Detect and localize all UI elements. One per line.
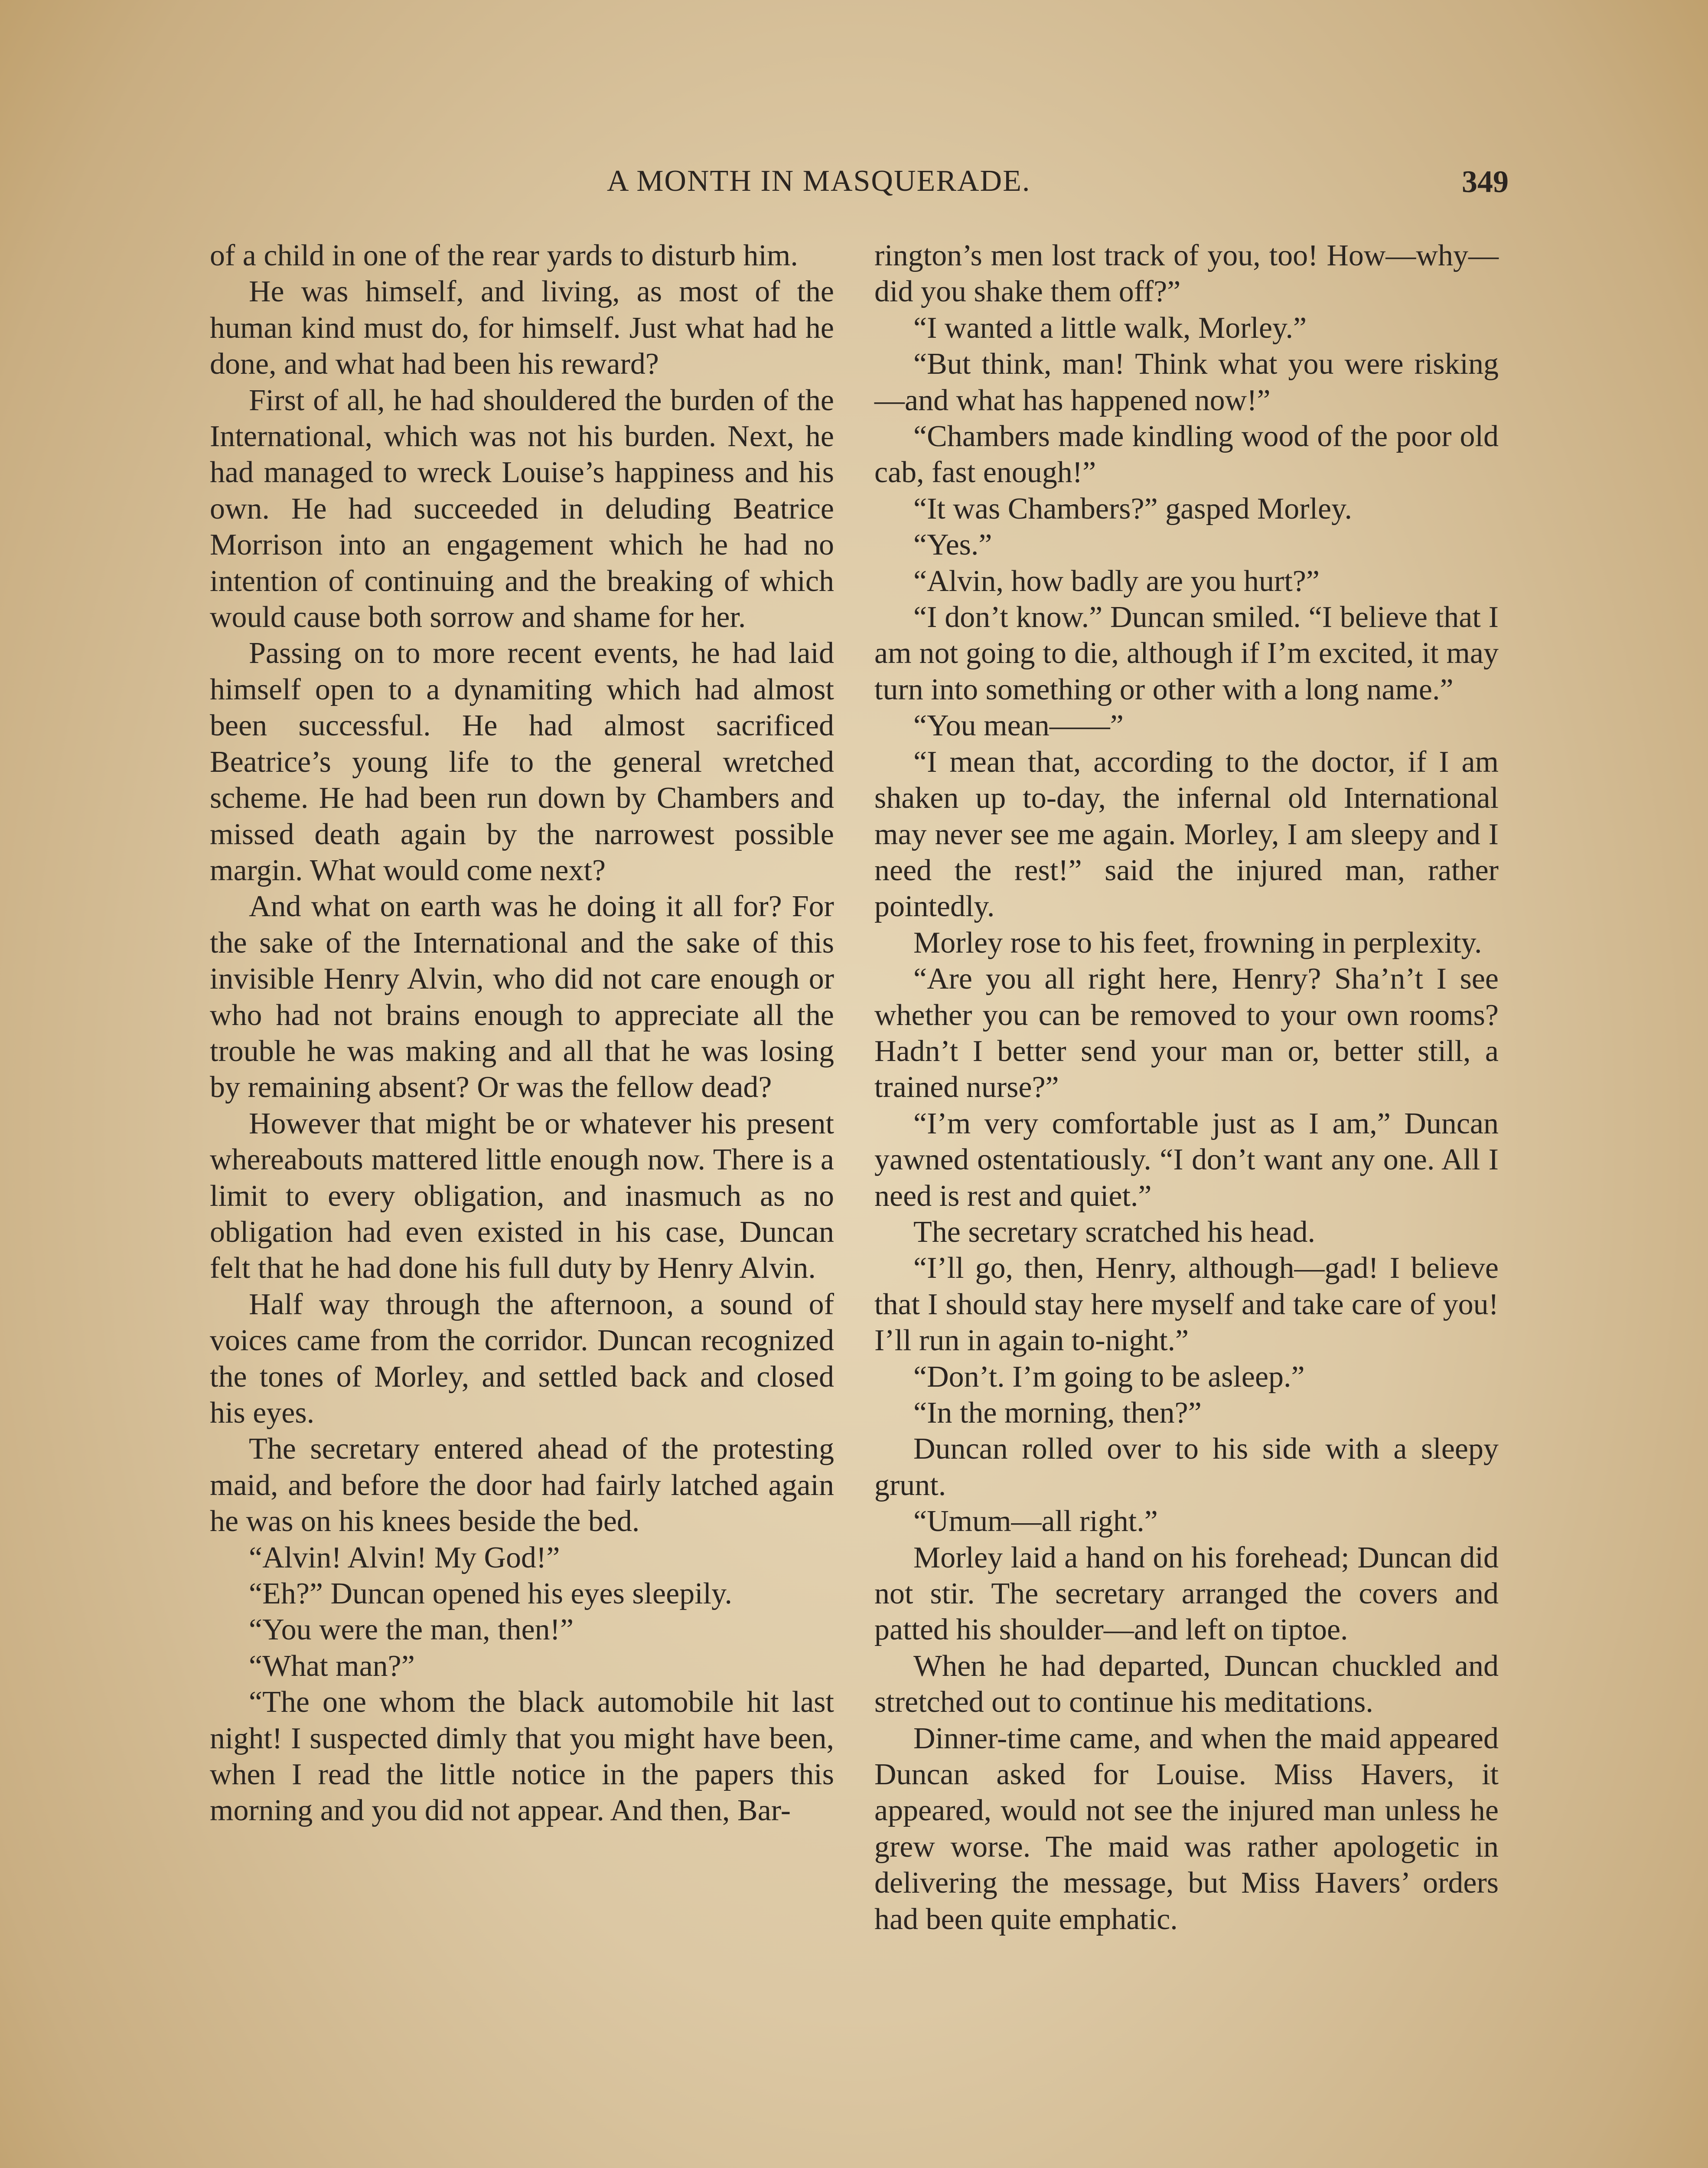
page-number: 349 <box>1462 164 1509 199</box>
paragraph: “The one whom the black automobile hit last night! I suspected dimly that you might have been, when I read the little notice in the papers this morning and you did not appear. And then, Bar- <box>210 1685 834 1828</box>
paragraph: Half way through the afternoon, a sound of voices came from the corridor. Duncan recognized the tones of Morley, and settled back and closed his eyes. <box>210 1287 834 1430</box>
paragraph: “I wanted a little walk, Morley.” <box>913 311 1307 345</box>
paragraph: rington’s men lost track of you, too! How—why—did you shake them off?” <box>874 239 1499 309</box>
paragraph: “But think, man! Think what you were risking—and what has happened now!” <box>874 347 1499 417</box>
paragraph: “Are you all right here, Henry? Sha’n’t I see whether you can be removed to your own rooms? Hadn’t I better send your man or, better still, a trained nurse?” <box>874 962 1499 1104</box>
paragraph: “Don’t. I’m going to be asleep.” <box>913 1360 1305 1394</box>
paragraph: Morley laid a hand on his forehead; Duncan did not stir. The secretary arranged the covers and patted his shoulder—and left on tiptoe. <box>874 1541 1499 1647</box>
paragraph: of a child in one of the rear yards to disturb him. <box>210 239 798 272</box>
paragraph: “You were the man, then!” <box>249 1613 574 1647</box>
paragraph: When he had departed, Duncan chuckled and stretched out to continue his meditations. <box>874 1649 1499 1719</box>
paragraph: The secretary entered ahead of the protesting maid, and before the door had fairly latched again he was on his knees beside the bed. <box>210 1432 834 1538</box>
paragraph: He was himself, and living, as most of the human kind must do, for himself. Just what had he done, and what had been his reward? <box>210 275 834 381</box>
paragraph: “Alvin! Alvin! My God!” <box>249 1541 560 1574</box>
paragraph: First of all, he had shouldered the burden of the International, which was not his burden. Next, he had managed to wreck Louise’s happiness and his own. He had succeeded in deluding Beatrice Morrison into an engagement which he had no intention of continuing and the breaking of which would cause both sorrow and shame for her. <box>210 383 834 634</box>
paragraph: “Chambers made kindling wood of the poor old cab, fast enough!” <box>874 420 1499 490</box>
paragraph: Morley rose to his feet, frowning in perplexity. <box>913 926 1482 960</box>
paragraph: The secretary scratched his head. <box>913 1215 1316 1249</box>
paragraph: Dinner-time came, and when the maid appeared Duncan asked for Louise. Miss Havers, it appeared, would not see the injured man unless he grew worse. The maid was rather apologetic in delivering the message, but Miss Havers’ orders had been quite emphatic. <box>874 1721 1499 1936</box>
paragraph: “It was Chambers?” gasped Morley. <box>913 492 1353 526</box>
paragraph: “I’m very comfortable just as I am,” Duncan yawned ostentatiously. “I don’t want any one. All I need is rest and quiet.” <box>874 1107 1499 1213</box>
paragraph: “I’ll go, then, Henry, although—gad! I believe that I should stay here myself and take care of you! I’ll run in again to-night.” <box>874 1251 1499 1358</box>
paragraph: “What man?” <box>249 1649 415 1683</box>
left-column <box>210 238 834 1829</box>
paragraph: “Alvin, how badly are you hurt?” <box>913 564 1320 598</box>
paragraph: “Yes.” <box>913 528 992 562</box>
paragraph: Duncan rolled over to his side with a sleepy grunt. <box>874 1432 1499 1502</box>
paragraph: “Eh?” Duncan opened his eyes sleepily. <box>249 1577 733 1611</box>
page-header <box>208 164 1509 212</box>
paragraph: And what on earth was he doing it all for? For the sake of the International and the sake of this invisible Henry Alvin, who did not care enough or who had not brains enough to appreciate all the trouble he was making and all that he was losing by remaining absent? Or was the fellow dead? <box>210 890 834 1104</box>
running-title: A MONTH IN MASQUERADE. <box>607 164 1031 198</box>
paragraph: “In the morning, then?” <box>913 1396 1202 1430</box>
paragraph: Passing on to more recent events, he had laid himself open to a dynamiting which had almost been successful. He had almost sacrificed Beatrice’s young life to the general wretched scheme. He had been run down by Chambers and missed death again by the narrowest possible margin. What would come next? <box>210 637 834 887</box>
paragraph: “I don’t know.” Duncan smiled. “I believe that I am not going to die, although if I’m excited, it may turn into something or other with a long name.” <box>874 601 1499 706</box>
paragraph: “Umum—all right.” <box>913 1505 1158 1538</box>
right-column <box>874 238 1499 1937</box>
paragraph: “You mean——” <box>913 709 1124 743</box>
paragraph: “I mean that, according to the doctor, if I am shaken up to-day, the infernal old International may never see me again. Morley, I am sleepy and I need the rest!” said the injured man, rather pointedly. <box>874 745 1499 924</box>
paragraph: However that might be or whatever his present whereabouts mattered little enough now. There is a limit to every obligation, and inasmuch as no obligation had even existed in his case, Duncan felt that he had done his full duty by Henry Alvin. <box>210 1107 834 1285</box>
